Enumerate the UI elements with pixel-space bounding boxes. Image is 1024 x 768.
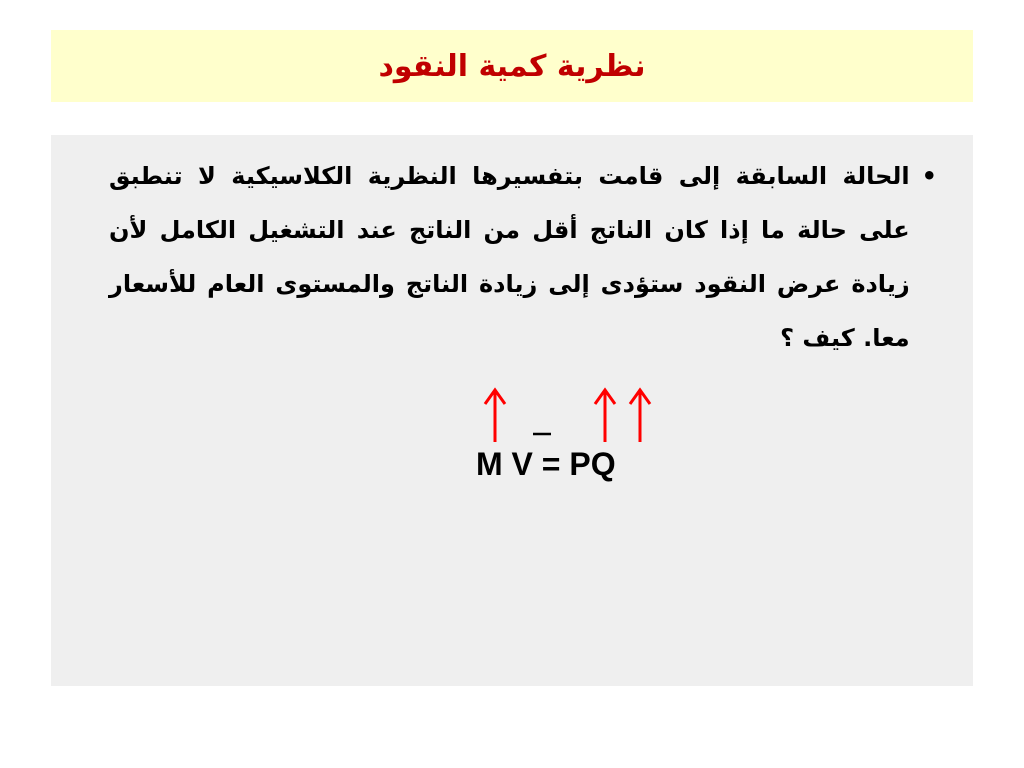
bullet-text: الحالة السابقة إلى قامت بتفسيرها النظرية الكلاسيكية لا تنطبق على حالة ما إذا كان الناتج أقل من الناتج عند التشغيل الكامل لأن زيادة عرض النقود ستؤدى إلى زيادة الناتج والمستوى العام للأسعار معا. كيف ؟ xyxy=(109,162,910,352)
equation-text: M V = PQ xyxy=(476,446,616,482)
equation-area xyxy=(421,380,661,490)
slide-title: نظرية كمية النقود xyxy=(378,48,646,84)
up-arrow-icon-p xyxy=(595,390,615,442)
bullet-marker: • xyxy=(921,162,937,190)
bullet-item xyxy=(109,149,937,365)
title-bar xyxy=(51,30,973,102)
content-box xyxy=(51,135,973,686)
up-arrow-icon-q xyxy=(630,390,650,442)
up-arrow-icon-m xyxy=(485,390,505,442)
